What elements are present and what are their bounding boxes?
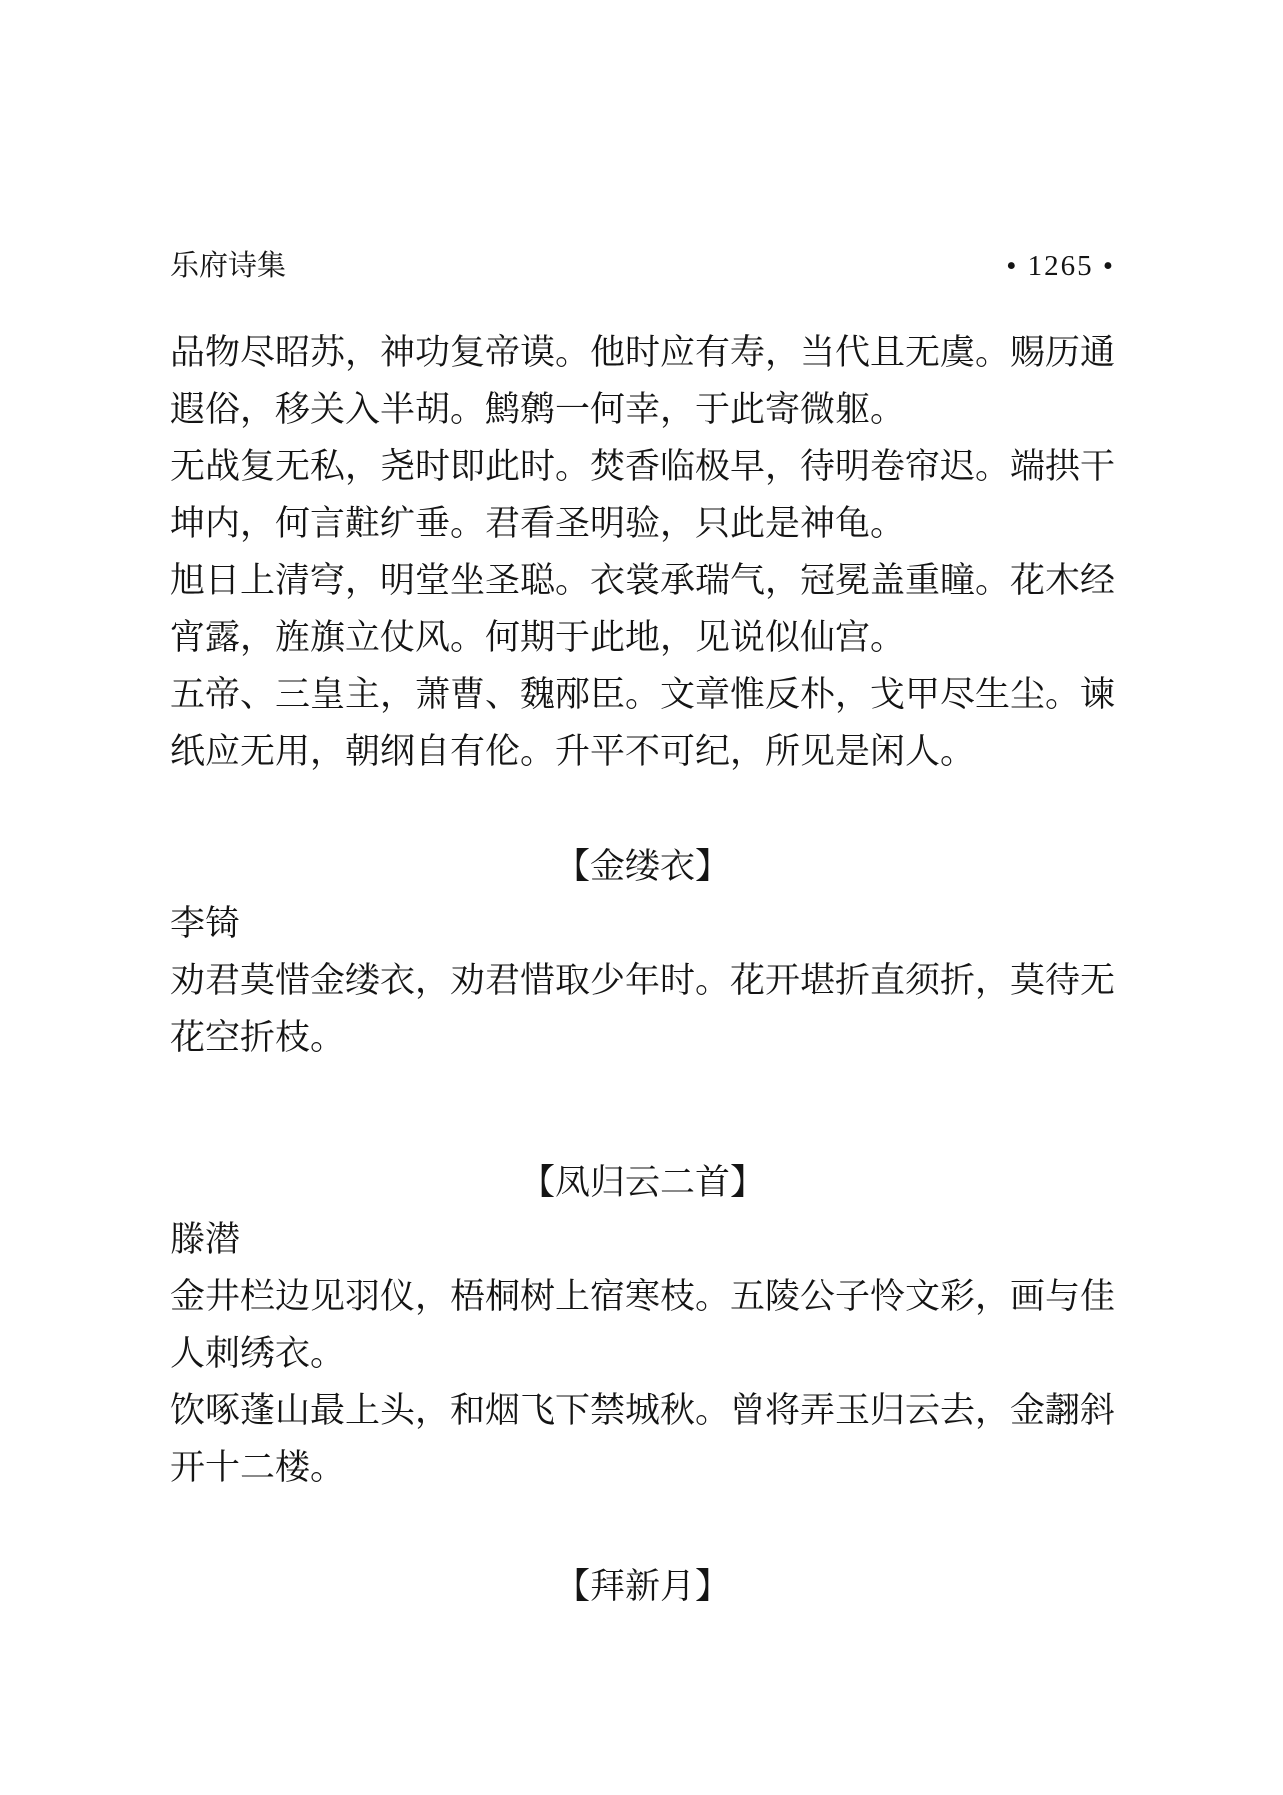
text-line: 无战复无私，尧时即此时。焚香临极早，待明卷帘迟。端拱干 (170, 447, 1116, 486)
poem-author: 滕潜 (170, 1220, 241, 1259)
running-title: 乐府诗集 (170, 250, 287, 282)
text-line: 纸应无用，朝纲自有伦。升平不可纪，所见是闲人。 (170, 732, 976, 771)
poem-section (170, 838, 1115, 1066)
text-line: 坤内，何言黈纩垂。君看圣明验，只此是神龟。 (170, 504, 906, 543)
poem-author: 李锜 (170, 904, 241, 943)
text-line: 宵露，旌旗立仗风。何期于此地，见说似仙宫。 (170, 618, 906, 657)
page-content (170, 324, 1115, 1615)
page-number: • 1265 • (1006, 250, 1115, 282)
poem-title: 【拜新月】 (554, 1567, 730, 1606)
text-line: 旭日上清穹，明堂坐圣聪。衣裳承瑞气，冠冕盖重瞳。花木经 (170, 561, 1116, 600)
text-line: 品物尽昭苏，神功复帝谟。他时应有寿，当代且无虞。赐历通 (170, 333, 1116, 372)
text-line: 遐俗，移关入半胡。鹪鹩一何幸，于此寄微躯。 (170, 390, 906, 429)
prose-section (170, 324, 1115, 780)
text-line: 饮啄蓬山最上头，和烟飞下禁城秋。曾将弄玉归云去，金翿斜 (170, 1391, 1116, 1430)
text-line: 五帝、三皇主，萧曹、魏邴臣。文章惟反朴，戈甲尽生尘。谏 (170, 675, 1116, 714)
text-line: 开十二楼。 (170, 1448, 346, 1487)
text-line: 劝君莫惜金缕衣，劝君惜取少年时。花开堪折直须折，莫待无 (170, 961, 1116, 1000)
poem-title: 【金缕衣】 (554, 847, 730, 886)
text-line: 花空折枝。 (170, 1018, 346, 1057)
page-header (170, 246, 1115, 286)
poem-section (170, 1154, 1115, 1496)
poem-title: 【凤归云二首】 (519, 1163, 765, 1202)
poem-section (170, 1558, 1115, 1615)
text-line: 金井栏边见羽仪，梧桐树上宿寒枝。五陵公子怜文彩，画与佳 (170, 1277, 1116, 1316)
text-line: 人刺绣衣。 (170, 1334, 346, 1373)
